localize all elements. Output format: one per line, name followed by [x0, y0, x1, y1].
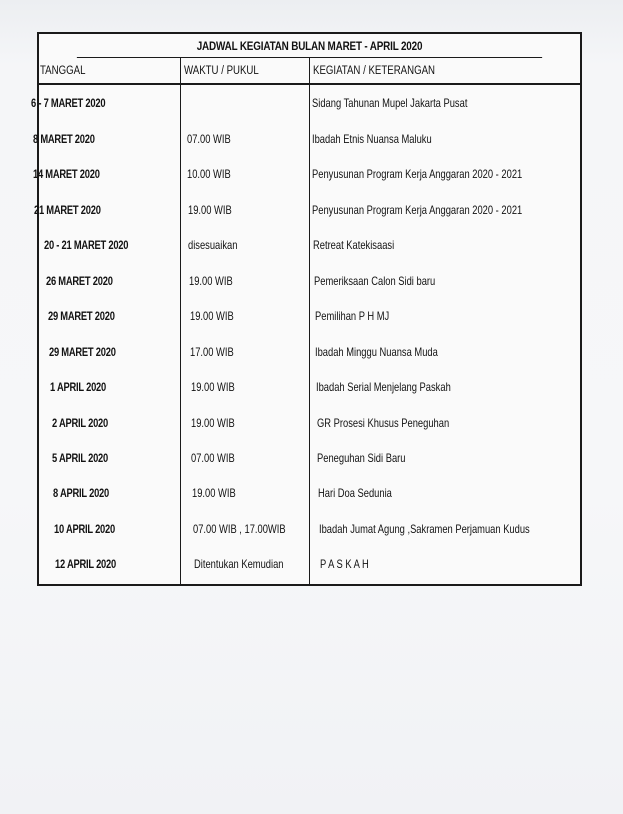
row-activity: Pemeriksaan Calon Sidi baru — [314, 274, 436, 288]
table-row — [39, 413, 580, 433]
row-time: Ditentukan Kemudian — [194, 557, 284, 571]
row-time: disesuaikan — [188, 238, 238, 252]
schedule-table — [31, 32, 582, 586]
row-date: 21 MARET 2020 — [34, 203, 101, 217]
table-row — [39, 306, 580, 326]
row-date: 8 MARET 2020 — [33, 132, 95, 146]
row-time: 19.00 WIB — [189, 274, 233, 288]
table-row — [39, 448, 580, 468]
row-time: 17.00 WIB — [190, 345, 234, 359]
row-time: 19.00 WIB — [191, 416, 235, 430]
table-row — [39, 271, 580, 291]
row-date: 2 APRIL 2020 — [52, 416, 108, 430]
table-row — [39, 519, 580, 539]
row-time: 19.00 WIB — [192, 486, 236, 500]
table-row — [33, 129, 580, 149]
row-time: 07.00 WIB — [191, 451, 235, 465]
row-date: 26 MARET 2020 — [46, 274, 113, 288]
table-row — [39, 554, 580, 574]
row-activity: Ibadah Jumat Agung ,Sakramen Perjamuan Kudus — [319, 522, 530, 536]
row-date: 10 APRIL 2020 — [54, 522, 115, 536]
row-activity: Hari Doa Sedunia — [318, 486, 392, 500]
row-activity: Pemilihan P H MJ — [315, 309, 390, 323]
header-tanggal: TANGGAL — [40, 65, 86, 77]
table-row — [34, 200, 580, 220]
table-row — [39, 235, 580, 255]
row-date: 8 APRIL 2020 — [53, 486, 109, 500]
table-row — [33, 164, 580, 184]
header-waktu: WAKTU / PUKUL — [184, 65, 259, 77]
table-title: JADWAL KEGIATAN BULAN MARET - APRIL 2020 — [77, 34, 542, 58]
row-activity: Ibadah Minggu Nuansa Muda — [315, 345, 438, 359]
table-row — [39, 342, 580, 362]
table-row — [39, 377, 580, 397]
row-date: 5 APRIL 2020 — [52, 451, 108, 465]
row-time: 19.00 WIB — [191, 380, 235, 394]
row-activity: Ibadah Etnis Nuansa Maluku — [312, 132, 432, 146]
row-activity: Peneguhan Sidi Baru — [317, 451, 406, 465]
row-activity: Ibadah Serial Menjelang Paskah — [316, 380, 451, 394]
row-activity: Sidang Tahunan Mupel Jakarta Pusat — [312, 96, 468, 110]
row-date: 29 MARET 2020 — [49, 345, 116, 359]
row-time: 19.00 WIB — [190, 309, 234, 323]
row-date: 12 APRIL 2020 — [55, 557, 116, 571]
row-activity: Penyusunan Program Kerja Anggaran 2020 - 2021 — [312, 203, 523, 217]
row-activity: Penyusunan Program Kerja Anggaran 2020 - 2021 — [312, 167, 523, 181]
row-time: 07.00 WIB , 17.00WIB — [193, 522, 286, 536]
table-row — [39, 483, 580, 503]
row-date: 29 MARET 2020 — [48, 309, 115, 323]
row-activity: GR Prosesi Khusus Peneguhan — [317, 416, 450, 430]
row-date: 20 - 21 MARET 2020 — [44, 238, 129, 252]
row-time: 19.00 WIB — [188, 203, 232, 217]
row-date: 14 MARET 2020 — [33, 167, 100, 181]
row-activity: Retreat Katekisaasi — [313, 238, 395, 252]
row-activity: P A S K A H — [320, 557, 369, 571]
header-kegiatan: KEGIATAN / KETERANGAN — [313, 65, 436, 77]
table-row — [31, 93, 580, 113]
row-date: 6 - 7 MARET 2020 — [31, 96, 106, 110]
row-time: 10.00 WIB — [187, 167, 231, 181]
row-date: 1 APRIL 2020 — [50, 380, 106, 394]
row-time: 07.00 WIB — [187, 132, 231, 146]
